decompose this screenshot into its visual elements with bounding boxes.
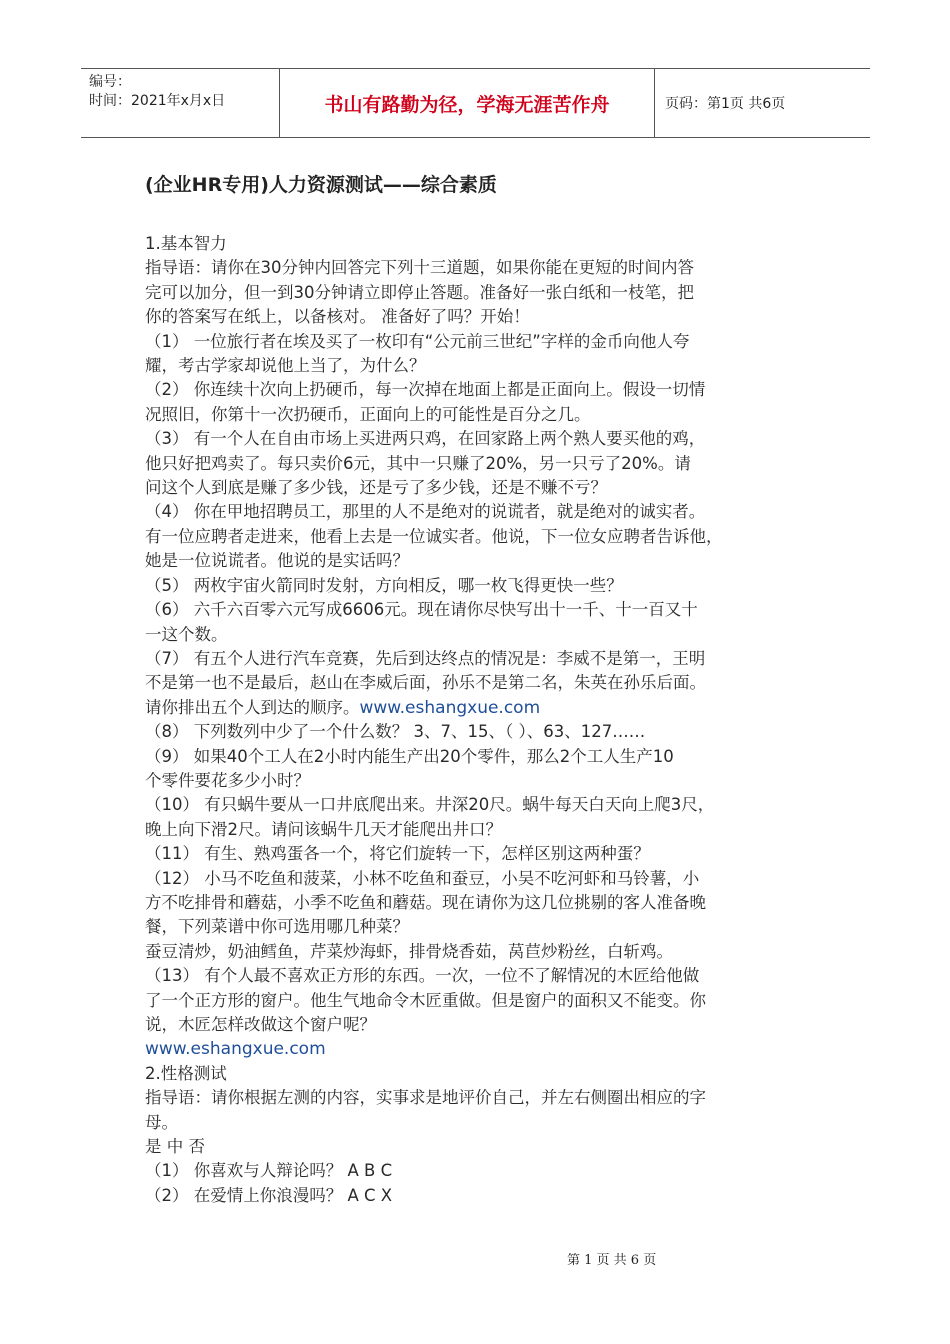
question-9-line: （9） 如果40个工人在2小时内能生产出20个零件，那么2个工人生产10 — [145, 746, 674, 766]
question-2-line: （2） 你连续十次向上扔硬币，每一次掉在地面上都是正面向上。假设一切情 — [145, 380, 706, 400]
question-4-line: 有一位应聘者走进来，他看上去是一位诚实者。他说，下一位女应聘者告诉他， — [145, 526, 723, 546]
question-6-line: 一这个数。 — [145, 624, 228, 644]
personality-question-2: （2） 在爱情上你浪漫吗？ A C X — [145, 1185, 393, 1205]
section2-guide-line: 母。 — [145, 1112, 178, 1132]
question-2-line: 况照旧，你第十一次扔硬币，正面向上的可能性是百分之几。 — [145, 404, 591, 424]
header-motto: 书山有路勤为径，学海无涯苦作舟 — [280, 69, 655, 137]
question-4-line: 她是一位说谎者。他说的是实话吗？ — [145, 551, 409, 571]
header-number: 编号： — [89, 74, 131, 90]
question-7-line: （7） 有五个人进行汽车竞赛，先后到达终点的情况是：李威不是第一，王明 — [145, 648, 706, 668]
question-1-line: 耀，考古学家却说他上当了，为什么？ — [145, 356, 426, 376]
question-6-line: （6） 六千六百零六元写成6606元。现在请你尽快写出十一千、十一百又十 — [145, 600, 698, 620]
question-12-line: 餐，下列菜谱中你可选用哪几种菜？ — [145, 917, 409, 937]
question-13-line: 了一个正方形的窗户。他生气地命令木匠重做。但是窗户的面积又不能变。你 — [145, 990, 706, 1010]
question-7-text: 请你排出五个人到达的顺序。 — [145, 697, 360, 717]
section1-guide-line: 完可以加分，但一到30分钟请立即停止答题。准备好一张白纸和一枝笔，把 — [145, 282, 694, 302]
website-link[interactable]: www.eshangxue.com — [359, 697, 541, 718]
question-10-line: （10） 有只蜗牛要从一口井底爬出来。井深20尺。蜗牛每天白天向上爬3尺， — [145, 795, 715, 815]
header-meta — [81, 69, 280, 137]
section2-heading: 2.性格测试 — [145, 1063, 227, 1083]
question-10-line: 晚上向下滑2尺。请问该蜗牛几天才能爬出井口？ — [145, 819, 502, 839]
question-7-line: 不是第一也不是最后，赵山在李威后面，孙乐不是第二名，朱英在孙乐后面。 — [145, 673, 706, 693]
question-9-line: 个零件要花多少小时？ — [145, 770, 310, 790]
section2-guide-line: 指导语：请你根据左测的内容，实事求是地评价自己，并左右侧圈出相应的字 — [145, 1088, 706, 1108]
question-8-line: （8） 下列数列中少了一个什么数？ 3、7、15、（ ）、63、127…… — [145, 722, 646, 742]
options-header: 是 中 否 — [145, 1137, 205, 1157]
question-3-line: 他只好把鸡卖了。每只卖价6元，其中一只赚了20%，另一只亏了20%。请 — [145, 453, 691, 473]
question-12-line: 方不吃排骨和蘑菇，小季不吃鱼和蘑菇。现在请你为这几位挑剔的客人准备晚 — [145, 892, 706, 912]
personality-question-1: （1） 你喜欢与人辩论吗？ A B C — [145, 1161, 393, 1181]
section1-heading: 1.基本智力 — [145, 234, 227, 253]
question-12-menu: 蚕豆清炒，奶油鳕鱼，芹菜炒海虾，排骨烧香茹，莴苣炒粉丝，白斩鸡。 — [145, 941, 673, 961]
question-4-line: （4） 你在甲地招聘员工，那里的人不是绝对的说谎者，就是绝对的诚实者。 — [145, 502, 706, 522]
document-title: (企业HR专用)人力资源测试——综合素质 — [145, 174, 497, 196]
question-3-line: 问这个人到底是赚了多少钱，还是亏了多少钱，还是不赚不亏？ — [145, 478, 607, 498]
question-13-line: （13） 有个人最不喜欢正方形的东西。一次，一位不了解情况的木匠给他做 — [145, 966, 700, 986]
question-5-line: （5） 两枚宇宙火箭同时发射，方向相反，哪一枚飞得更快一些？ — [145, 575, 623, 595]
header-page-info: 页码：第1页 共6页 — [665, 96, 786, 112]
website-link[interactable]: www.eshangxue.com — [145, 1039, 326, 1060]
section1-guide-line: 你的答案写在纸上，以备核对。 准备好了吗？开始！ — [145, 307, 530, 327]
question-3-line: （3） 有一个人在自由市场上买进两只鸡，在回家路上两个熟人要买他的鸡， — [145, 429, 706, 449]
header-date: 时间：2021年x月x日 — [89, 93, 226, 109]
page-header — [81, 68, 870, 138]
section1-guide-line: 指导语：请你在30分钟内回答完下列十三道题，如果你能在更短的时间内答 — [145, 258, 694, 278]
page-footer: 第 1 页 共 6 页 — [567, 1253, 657, 1268]
question-12-line: （12） 小马不吃鱼和菠菜，小林不吃鱼和蚕豆，小吴不吃河虾和马铃薯，小 — [145, 868, 700, 888]
question-1-line: （1） 一位旅行者在埃及买了一枚印有“公元前三世纪”字样的金币向他人夸 — [145, 331, 690, 351]
question-11-line: （11） 有生、熟鸡蛋各一个，将它们旋转一下，怎样区别这两种蛋？ — [145, 844, 650, 864]
question-13-line: 说，木匠怎样改做这个窗户呢？ — [145, 1015, 376, 1034]
question-7-line — [145, 696, 825, 720]
document-body — [145, 232, 825, 1208]
